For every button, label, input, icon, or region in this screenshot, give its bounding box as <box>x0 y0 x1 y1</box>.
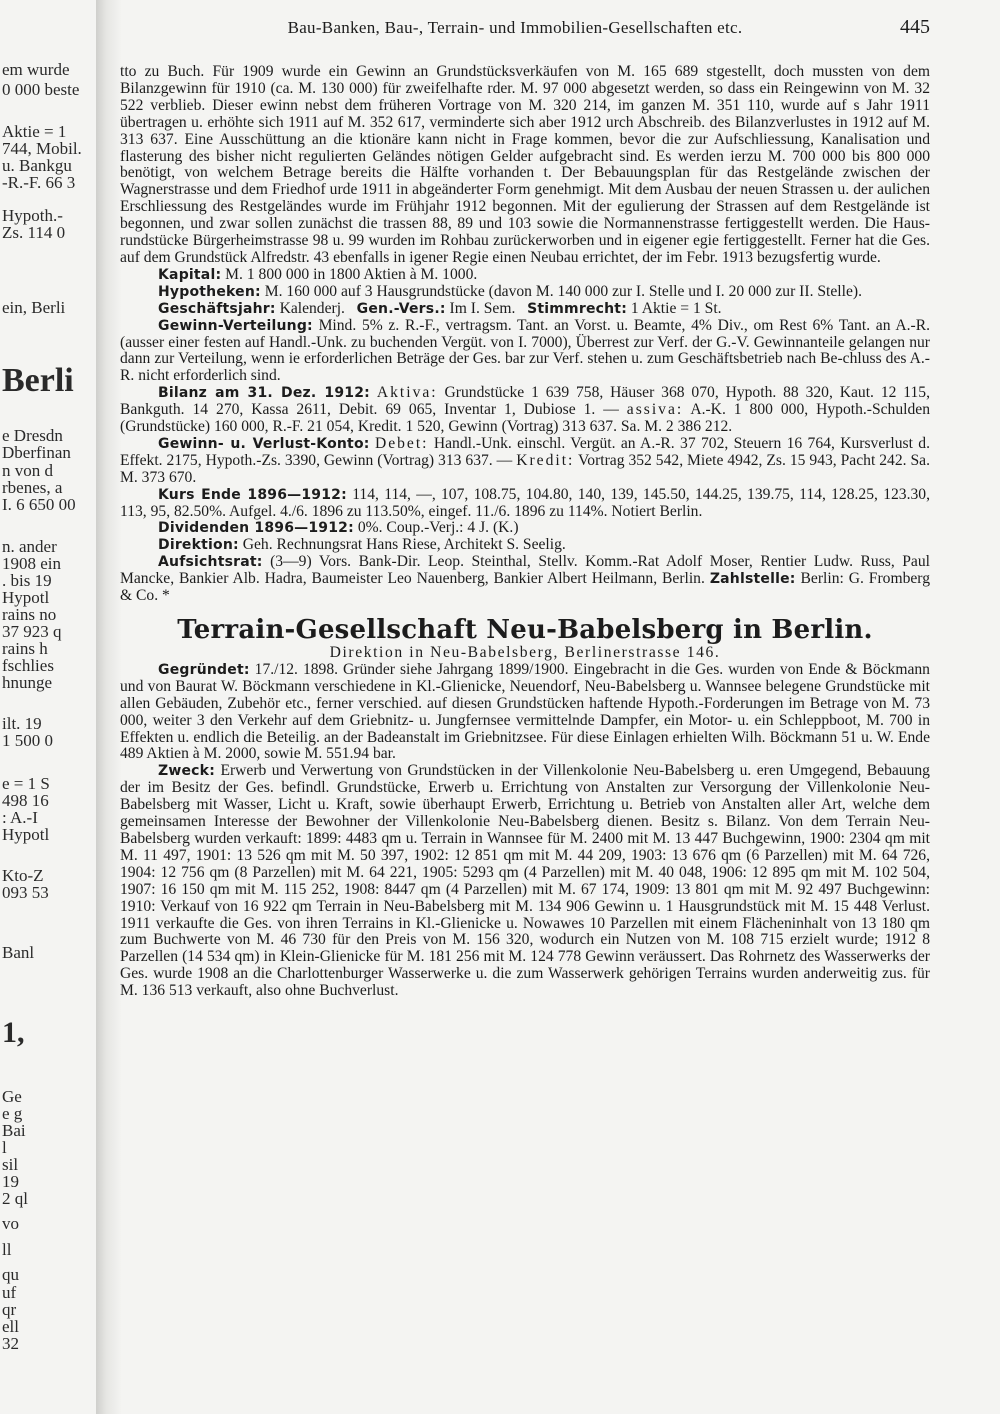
fragment-line: Hypotl <box>2 825 50 844</box>
hypotheken-entry <box>120 284 930 301</box>
gegruendet-entry <box>120 662 930 763</box>
gegruendet-text: 17./12. 1898. Gründer siehe Jahrgang 1899/1900. Eingebracht in die Ges. wurden von Ende & Böckmann und von Baurat W. Böckmann verschiedene in Kl.-Glienicke, Neuendorf, Neu-Babelsberg u. Wannsee belegene Grundstücke mit allen Gebäuden, Zubehör etc., ferner verschied. auf diesen Grundstücken haftende Hypoth.-Forderungen im Betrage von M. 73 000, weiter 3 den Verkehr auf dem Griebnitz- u. Jungfernsee vermittelnde Dampfer, ein Motor- u. ein Schleppboot, M. 700 in Effekten u. endlich die Beteilig. an der Badeanstalt im Griebnitzsee. Für diese Einlagen erhielten Wilh. Böckmann 51 u. W. Ende 489 Aktien à M. 2000, sowie M. 551.94 bar. <box>120 660 930 763</box>
fragment-line: Banl <box>2 943 35 962</box>
gen-vers-label: Gen.-Vers.: <box>356 300 446 317</box>
fragment-line: em wurde <box>2 60 70 79</box>
fragment-line: Aktie = 1 <box>2 122 67 141</box>
fragment-line: Hypotl <box>2 588 50 607</box>
direktion-entry <box>120 537 930 554</box>
guv-label: Gewinn- u. Verlust-Konto: <box>158 435 370 452</box>
company-subtitle: Direktion in Neu-Babelsberg, Berlinerstrasse 146. <box>329 644 721 661</box>
continuation-paragraph: tto zu Buch. Für 1909 wurde ein Gewinn an Grundstücksverkäufen von M. 165 689 stgestellt, doch mussten von dem Bilanzgewinn für 1910 (ca. M. 130 000) für zweifelhafte rder. M. 97 000 abgesetzt werden, so dass ein Reingewinn von M. 32 522 verblieb. Dieser ewinn nebst dem früheren Vortrage von M. 320 214, im ganzen M. 351 110, wurde auf s Jahr 1911 übertragen u. erhöhte sich 1911 auf M. 352 617, verminderte sich aber 1912 urch Abschreib. des Bilanzverlustes in 1912 auf M. 313 637. Eine Ausschüttung an die ktionäre kann nicht in Frage kommen, bevor die zur Aufschliessung, Kanalisation und flasterung des bisher nicht regulierten Geländes nötigen Gelder aufgebracht sind. Es werden ierzu M. 700 000 bis 800 000 benötigt, von welchem Betrage bereits die Hälfte vorhanden t. Der Bebauungsplan für das Restgelände zwischen der Wagnerstrasse und dem Friedhof urde 1911 in abgeänderter Form genehmigt. Mit dem Ausbau der neuen Strassen u. der aulichen Erschliessung des Restgeländes wurde im Frühjahr 1912 begonnen. Mit der egulierung der Strassen auf dem Restgelände ist begonnen, und zwar sollen zunächst die trassen 88, 89 und 103 sowie die Normannenstrasse fertiggestellt werden. Die Haus-rundstücke Bürgerheimstrasse 98 u. 99 wurden im Rohbau zurückerworben und in eigener egie fertiggestellt. Ferner hat die Ges. auf dem Grundstück Alfredstr. 43 ebenfalls in igener Regie einen Neubau errichtet, der im Febr. 1913 bezugsfertig wurde. <box>120 63 930 266</box>
kapital-label: Kapital: <box>158 266 222 283</box>
bilanz-passiva-label: assiva: <box>626 401 684 419</box>
fragment-line: u. Bankgu <box>2 156 72 175</box>
guv-debet-text: Handl.-Unk. einschl. Vergüt. an A.-R. 37 702, Steuern 16 764, Kursverlust d. Effekt. 2175, Hypoth.-Zs. 3390, Gewinn (Vortrag) 313 637. — <box>120 434 931 469</box>
fragment-heading: Berli <box>2 362 74 399</box>
direktion-text: Geh. Rechnungsrat Hans Riese, Architekt S. Seelig. <box>242 536 566 554</box>
fragment-line: 093 53 <box>2 883 49 902</box>
guv-entry <box>120 436 930 487</box>
fragment-line: Bai <box>2 1121 26 1140</box>
direktion-label: Direktion: <box>158 537 239 554</box>
fragment-line: n. ander <box>2 537 57 556</box>
aufsichtsrat-text: (3—9) Vors. Bank-Dir. Leop. Steinthal, Stellv. Komm.-Rat Adolf Moser, Rentier Ludw. Russ, Paul Mancke, Bankier Alb. Hadra, Baumeister Leo Nauenberg, Bankier Albert Heilmann, Berlin. <box>120 553 930 588</box>
geschaeftsjahr-label: Geschäftsjahr: <box>158 300 276 317</box>
body-text <box>120 64 930 1000</box>
fragment-heading: 1, <box>2 1016 25 1049</box>
gegruendet-label: Gegründet: <box>158 661 250 678</box>
adjacent-page-fragments <box>0 0 110 1414</box>
fragment-line: qr <box>2 1300 17 1319</box>
zahlstelle-text: Berlin: G. Fromberg & Co. * <box>120 570 931 605</box>
fragment-line: ilt. 19 <box>2 714 42 733</box>
fragment-line: vo <box>2 1214 19 1233</box>
running-head: Bau-Banken, Bau-, Terrain- und Immobilien-Gesellschaften etc. <box>287 18 743 37</box>
fragment-line: ein, Berli <box>2 298 66 317</box>
stimmrecht-label: Stimmrecht: <box>527 300 627 317</box>
fragment-line: 1 500 0 <box>2 731 53 750</box>
fragment-line: hnunge <box>2 673 53 692</box>
zweck-entry <box>120 763 930 1000</box>
kurs-text: 114, 114, —, 107, 108.75, 104.80, 140, 139, 145.50, 144.25, 139.75, 114, 128.25, 123.30, 113, 95, 82.50%. Aufgel. 4./6. 1896 zu 113.50%, eingef. 11./6. 1896 zu 114%. Notiert Berlin. <box>120 485 930 520</box>
fragment-line: -R.-F. 66 3 <box>2 173 76 192</box>
fragment-line: 0 000 beste <box>2 80 80 99</box>
guv-kredit-text: Vortrag 352 542, Miete 4942, Zs. 15 943, Pacht 242. Sa. M. 373 670. <box>120 451 930 486</box>
fragment-line: l <box>2 1138 7 1157</box>
zweck-text: Erwerb und Verwertung von Grundstücken in der Villenkolonie Neu-Babelsberg u. eren Umgegend, Bebauung der im Besitz der Ges. befindl. Grundstücke, Erwerb u. Errichtung von Anstalten zur Versorgung der Villenkolonie Neu-Babelsberg mit Wasser, Licht u. Kraft, sowie überhaupt Erwerb, Errichtung u. Betrieb von Anstalten aller Art, welche dem gemeinsamen Interesse der Bewohner der Villenkolonie Neu-Babelsberg dienen. Besitz s. Bilanz. Von dem Terrain Neu-Babelsberg wurden verkauft: 1899: 4483 qm u. Terrain in Wannsee für M. 2400 mit M. 13 447 Buchgewinn, 1900: 2304 qm mit M. 11 497, 1901: 13 526 qm mit M. 50 397, 1902: 12 851 qm mit M. 44 209, 1903: 13 676 qm (6 Parzellen) mit M. 64 726, 1904: 12 756 qm (8 Parzellen) mit M. 64 221, 1905: 5293 qm (4 Parzellen) mit M. 40 048, 1906: 12 895 qm mit M. 102 504, 1907: 16 150 qm mit M. 115 252, 1908: 8447 qm (4 Parzellen) mit M. 67 174, 1909: 13 801 qm mit M. 92 497 Buchgewinn: 1910: Verkauf von 16 922 qm Terrain in Neu-Babelsberg mit M. 134 906 Gewinn u. 1 Hausgrundstück mit M. 15 448 Verlust. 1911 verkaufte die Ges. von ihren Terrains in Kl.-Glienicke u. Nowawes 10 Parzellen mit einem Flächeninhalt von 13 180 qm zum Buchwerte von M. 46 730 für den Preis von M. 156 320, wodurch ein Nutzen von M. 108 715 erzielt wurde; 1912 8 Parzellen (14 534 qm) in Klein-Glienicke für M. 181 256 mit M. 124 778 Gewinn veräussert. Das Rohrnetz des Wasserwerks der Ges. wurde 1908 an die Charlottenburger Wasserwerke u. die zum Wasserwerk gehörigen Terrains wurden anderweitig zus. für M. 136 513 verkauft, also ohne Buchverlust. <box>120 762 930 1000</box>
bilanz-aktiva-text: Grundstücke 1 639 758, Häuser 368 070, Hypoth. 88 320, Kaut. 12 115, Bankguth. 14 270, Kassa 2611, Debit. 69 065, Inventar 1, Dubiose 1. — <box>120 384 930 419</box>
fragment-line: Ge <box>2 1087 22 1106</box>
fragment-line: : A.-I <box>2 808 38 827</box>
fragment-line: n von d <box>2 461 53 480</box>
bilanz-label: Bilanz am 31. Dez. 1912: <box>158 385 370 402</box>
fragment-line: Hypoth.- <box>2 206 63 225</box>
fragment-line: qu <box>2 1265 19 1284</box>
fragment-line: . bis 19 <box>2 571 52 590</box>
dividenden-text: 0%. Coup.-Verj.: 4 J. (K.) <box>357 519 519 537</box>
gewinn-verteilung-label: Gewinn-Verteilung: <box>158 317 313 334</box>
fragment-line: fschlies <box>2 656 54 675</box>
geschaeftsjahr-entry <box>120 301 930 318</box>
fragment-line: ll <box>2 1240 12 1259</box>
fragment-line: uf <box>2 1283 17 1302</box>
company-title: Terrain-Gesellschaft Neu-Babelsberg in Berlin. <box>177 615 873 645</box>
gewinn-verteilung-text: Mind. 5% z. R.-F., vertragsm. Tant. an Vorst. u. Beamte, 4% Div., om Rest 6% Tant. an A.-R. (ausser einer festen auf Handl.-Unk. zu buchenden Vergüt. von I. 7000), Überrest zur Verf. der G.-V. Gewinnanteile gelangen nur dann zur Verteilung, wenn ie erforderlichen Beträge der Ges. bar zur Verf. stehen u. zum Geschäftsbetrieb nach Be-chluss des A.-R. nicht erforderlich sind. <box>120 316 930 385</box>
fragment-line: Dberfinan <box>2 443 71 462</box>
zweck-label: Zweck: <box>158 763 215 780</box>
hypotheken-label: Hypotheken: <box>158 283 261 300</box>
kurs-entry <box>120 487 930 521</box>
fragment-line: sil <box>2 1155 19 1174</box>
kurs-label: Kurs Ende 1896—1912: <box>158 486 347 503</box>
fragment-line: ell <box>2 1317 19 1336</box>
aufsichtsrat-entry <box>120 554 930 605</box>
fragment-line: rains no <box>2 605 57 624</box>
fragment-line: I. 6 650 00 <box>2 495 76 514</box>
aufsichtsrat-label: Aufsichtsrat: <box>158 554 263 571</box>
fragment-line: 32 <box>2 1334 19 1353</box>
dividenden-label: Dividenden 1896—1912: <box>158 520 354 537</box>
fragment-line: Zs. 114 0 <box>2 223 66 242</box>
fragment-line: e g <box>2 1104 23 1123</box>
hypotheken-text: M. 160 000 auf 3 Hausgrundstücke (davon M. 140 000 zur I. Stelle und I. 20 000 zur II. Stelle). <box>264 282 862 300</box>
fragment-line: rbenes, a <box>2 478 63 497</box>
fragment-line: 37 923 q <box>2 622 62 641</box>
dividenden-entry <box>120 520 930 537</box>
fragment-line: 498 16 <box>2 791 49 810</box>
fragment-line: 2 ql <box>2 1189 28 1208</box>
bilanz-entry <box>120 385 930 436</box>
gewinn-verteilung-entry <box>120 318 930 386</box>
fragment-line: e Dresdn <box>2 426 63 445</box>
fragment-line: 744, Mobil. <box>2 139 82 158</box>
zahlstelle-label: Zahlstelle: <box>709 571 796 588</box>
fragment-line: 1908 ein <box>2 554 62 573</box>
stimmrecht-text: 1 Aktie = 1 St. <box>630 299 722 317</box>
fragment-line: rains h <box>2 639 48 658</box>
page-main <box>120 0 930 1414</box>
guv-debet-label: Debet: <box>374 434 429 452</box>
page-number: 445 <box>900 16 930 38</box>
fragment-line: 19 <box>2 1172 19 1191</box>
bilanz-aktiva-label: Aktiva: <box>376 384 438 402</box>
kapital-entry <box>120 267 930 284</box>
bilanz-passiva-text: A.-K. 1 800 000, Hypoth.-Schulden (Grundstücke) 160 000, R.-F. 21 054, Kredit. 1 520, Gewinn (Vortrag) 313 637. Sa. M. 2 386 212. <box>120 401 930 436</box>
kapital-text: M. 1 800 000 in 1800 Aktien à M. 1000. <box>225 265 478 283</box>
geschaeftsjahr-text: Kalenderj. <box>279 299 345 317</box>
gen-vers-text: Im I. Sem. <box>449 299 516 317</box>
fragment-line: e = 1 S <box>2 774 50 793</box>
fragment-line: Kto-Z <box>2 866 44 885</box>
guv-kredit-label: Kredit: <box>516 451 575 469</box>
